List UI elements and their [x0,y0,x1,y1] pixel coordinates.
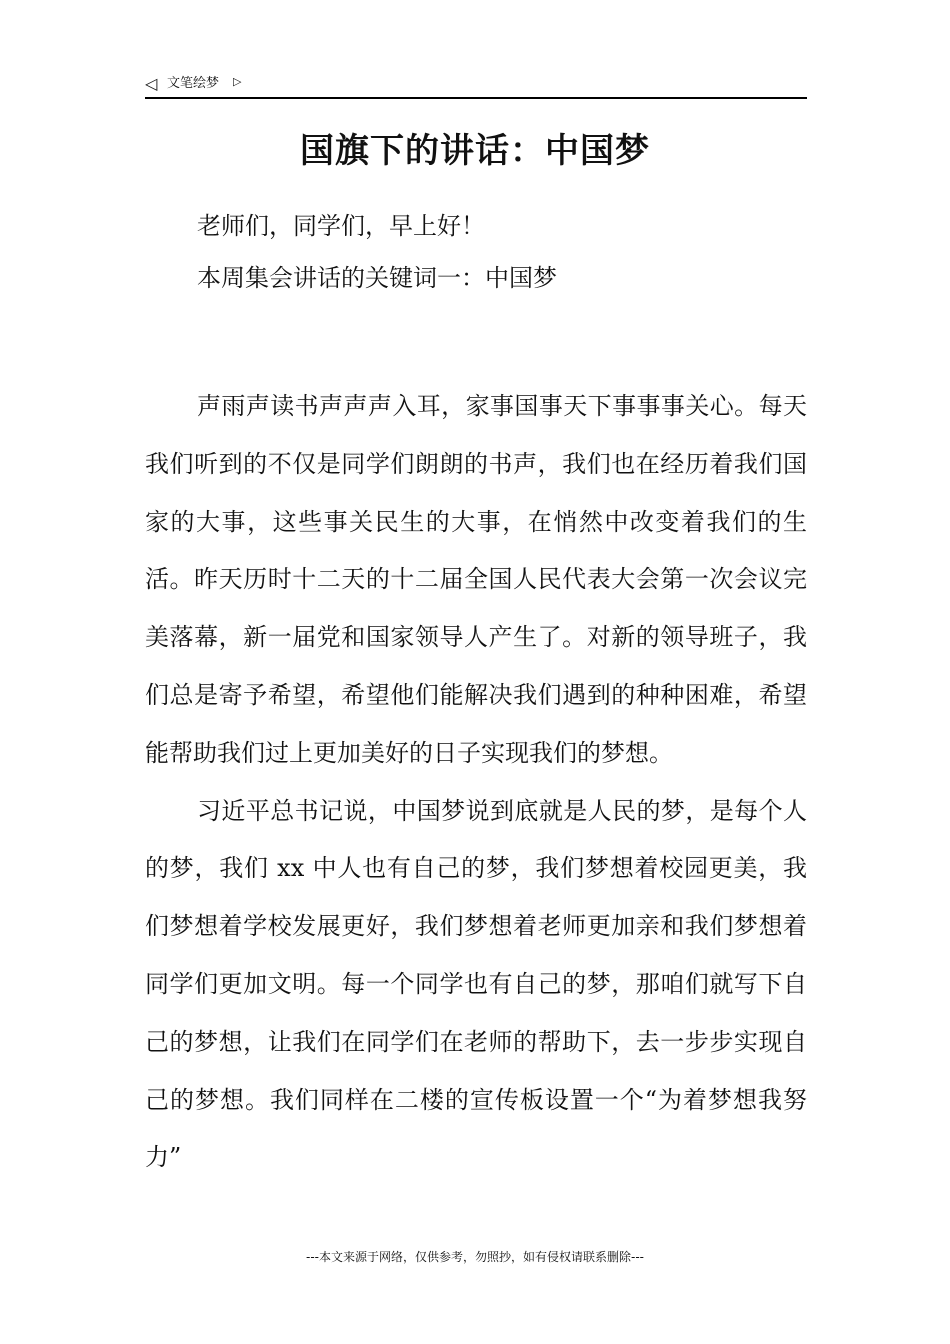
greeting-paragraph: 老师们，同学们，早上好！ [197,212,485,240]
document-title: 国旗下的讲话：中国梦 [300,131,650,171]
triangle-left-icon: ◁ [145,74,158,93]
body-paragraph-1: 声雨声读书声声声入耳，家事国事天下事事事关心。每天我们听到的不仅是同学们朗朗的书声，我们也在经历着我们国家的大事，这些事关民生的大事，在悄然中改变着我们的生活。昨天历时十二天的十二届全国人民代表大会第一次会议完美落幕，新一届党和国家领导人产生了。对新的领导班子，我们总是寄予希望，希望他们能解决我们遇到的种种困难，希望能帮助我们过上更加美好的日子实现我们的梦想。 [145,392,807,767]
triangle-right-icon: ▷ [233,75,242,88]
header-title: 文笔绘梦 [167,76,220,91]
page-header [145,72,807,98]
body-paragraph-2: 习近平总书记说，中国梦说到底就是人民的梦，是每个人的梦，我们 xx 中人也有自己的梦，我们梦想着校园更美，我们梦想着学校发展更好，我们梦想着老师更加亲和我们梦想着同学们更加文明。每一个同学也有自己的梦，那咱们就写下自己的梦想，让我们在同学们在老师的帮助下，去一步步实现自己的梦想。我们同样在二楼的宣传板设置一个“为着梦想我努力” [145,796,807,1172]
paragraph-spacer [145,304,807,378]
keyword-paragraph: 本周集会讲话的关键词一：中国梦 [197,264,557,292]
document-body [145,200,807,1187]
header-divider [145,97,807,99]
footer-disclaimer: ---本文来源于网络，仅供参考，勿照抄，如有侵权请联系删除--- [306,1250,644,1264]
